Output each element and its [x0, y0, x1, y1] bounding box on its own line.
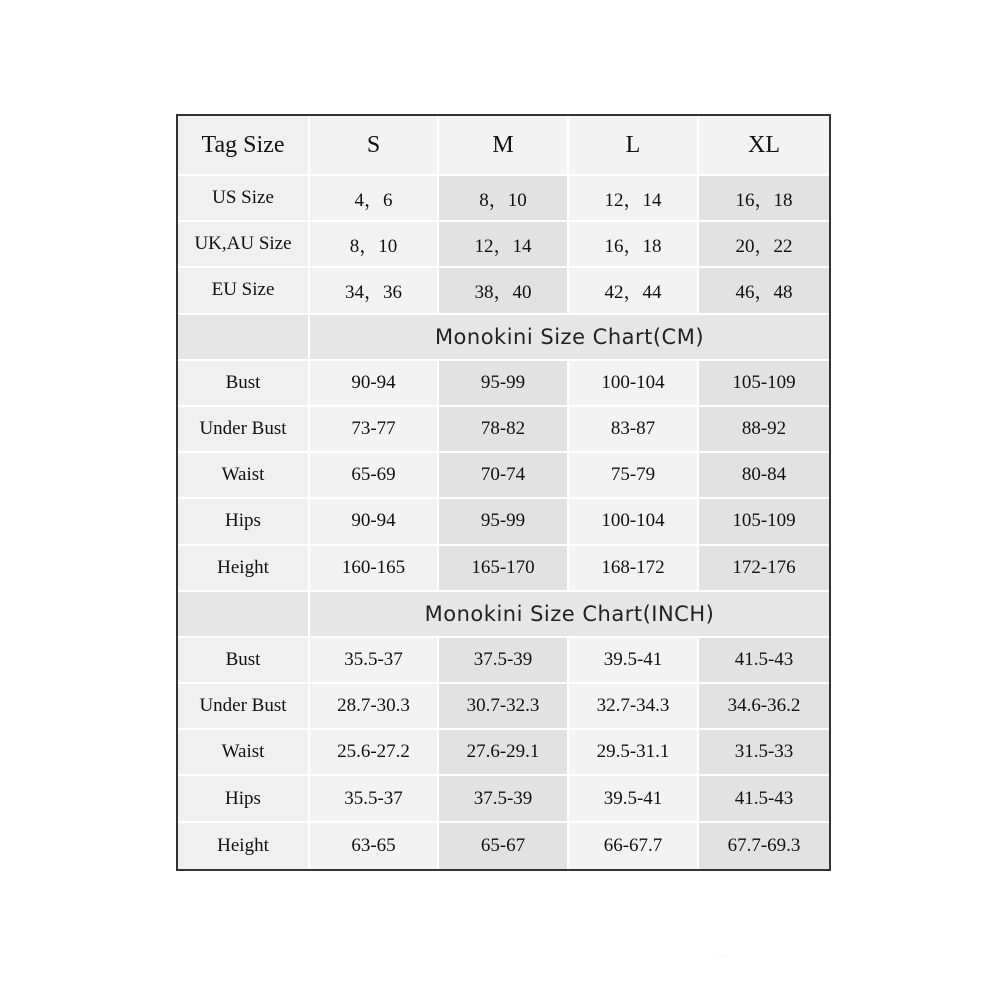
table-cell: 37.5-39	[439, 638, 569, 684]
table-cell: 35.5-37	[310, 776, 439, 822]
row-label: US Size	[178, 176, 310, 222]
table-cell: 75-79	[569, 453, 699, 499]
table-cell: 63-65	[310, 823, 439, 869]
size-header-xl: XL	[699, 116, 829, 176]
tag-size-header: Tag Size	[178, 116, 310, 176]
table-cell: 31.5-33	[699, 730, 829, 776]
table-cell: 95-99	[439, 499, 569, 545]
cm-section-row	[178, 315, 829, 361]
table-cell: 28.7-30.3	[310, 684, 439, 730]
table-cell: 39.5-41	[569, 638, 699, 684]
table-cell: 8，10	[310, 222, 439, 268]
table-row	[178, 268, 829, 314]
table-cell: 90-94	[310, 499, 439, 545]
cm-section-title: Monokini Size Chart(CM)	[310, 315, 829, 361]
table-cell: 42，44	[569, 268, 699, 314]
size-header-l: L	[569, 116, 699, 176]
table-row	[178, 776, 829, 822]
table-cell: 4，6	[310, 176, 439, 222]
section-spacer	[178, 315, 310, 361]
table-cell: 67.7-69.3	[699, 823, 829, 869]
table-cell: 12，14	[439, 222, 569, 268]
table-cell: 16，18	[569, 222, 699, 268]
table-cell: 25.6-27.2	[310, 730, 439, 776]
row-label: Hips	[178, 776, 310, 822]
table-cell: 90-94	[310, 361, 439, 407]
row-label: Height	[178, 823, 310, 869]
table-cell: 73-77	[310, 407, 439, 453]
table-row	[178, 407, 829, 453]
table-row	[178, 546, 829, 592]
table-cell: 41.5-43	[699, 638, 829, 684]
section-spacer	[178, 592, 310, 638]
row-label: Bust	[178, 361, 310, 407]
table-cell: 65-67	[439, 823, 569, 869]
table-cell: 66-67.7	[569, 823, 699, 869]
table-row	[178, 222, 829, 268]
row-label: EU Size	[178, 268, 310, 314]
row-label: Under Bust	[178, 407, 310, 453]
table-cell: 34，36	[310, 268, 439, 314]
table-cell: 30.7-32.3	[439, 684, 569, 730]
row-label: Bust	[178, 638, 310, 684]
table-cell: 100-104	[569, 499, 699, 545]
table-cell: 20，22	[699, 222, 829, 268]
table-cell: 70-74	[439, 453, 569, 499]
table-row	[178, 730, 829, 776]
table-cell: 168-172	[569, 546, 699, 592]
header-row	[178, 116, 829, 176]
row-label: Waist	[178, 453, 310, 499]
table-row	[178, 823, 829, 869]
table-cell: 41.5-43	[699, 776, 829, 822]
table-row	[178, 176, 829, 222]
table-cell: 38，40	[439, 268, 569, 314]
table-cell: 105-109	[699, 499, 829, 545]
table-cell: 65-69	[310, 453, 439, 499]
table-row	[178, 499, 829, 545]
table-cell: 100-104	[569, 361, 699, 407]
table-cell: 160-165	[310, 546, 439, 592]
row-label: Under Bust	[178, 684, 310, 730]
table-cell: 46，48	[699, 268, 829, 314]
size-header-m: M	[439, 116, 569, 176]
table-row	[178, 684, 829, 730]
inch-section-row	[178, 592, 829, 638]
table-cell: 80-84	[699, 453, 829, 499]
inch-section-title: Monokini Size Chart(INCH)	[310, 592, 829, 638]
table-cell: 29.5-31.1	[569, 730, 699, 776]
decorative-dots: · · ·	[718, 954, 728, 961]
table-cell: 83-87	[569, 407, 699, 453]
size-header-s: S	[310, 116, 439, 176]
table-cell: 16，18	[699, 176, 829, 222]
table-cell: 105-109	[699, 361, 829, 407]
size-chart-table	[176, 114, 831, 871]
table-cell: 32.7-34.3	[569, 684, 699, 730]
table-cell: 78-82	[439, 407, 569, 453]
table-cell: 12，14	[569, 176, 699, 222]
table-row	[178, 638, 829, 684]
row-label: Height	[178, 546, 310, 592]
table-cell: 39.5-41	[569, 776, 699, 822]
table-cell: 34.6-36.2	[699, 684, 829, 730]
row-label: Waist	[178, 730, 310, 776]
table-cell: 27.6-29.1	[439, 730, 569, 776]
table-cell: 88-92	[699, 407, 829, 453]
table-cell: 172-176	[699, 546, 829, 592]
table-cell: 35.5-37	[310, 638, 439, 684]
table-cell: 165-170	[439, 546, 569, 592]
table-row	[178, 453, 829, 499]
table-row	[178, 361, 829, 407]
table-cell: 37.5-39	[439, 776, 569, 822]
row-label: Hips	[178, 499, 310, 545]
table-cell: 8，10	[439, 176, 569, 222]
row-label: UK,AU Size	[178, 222, 310, 268]
table-cell: 95-99	[439, 361, 569, 407]
